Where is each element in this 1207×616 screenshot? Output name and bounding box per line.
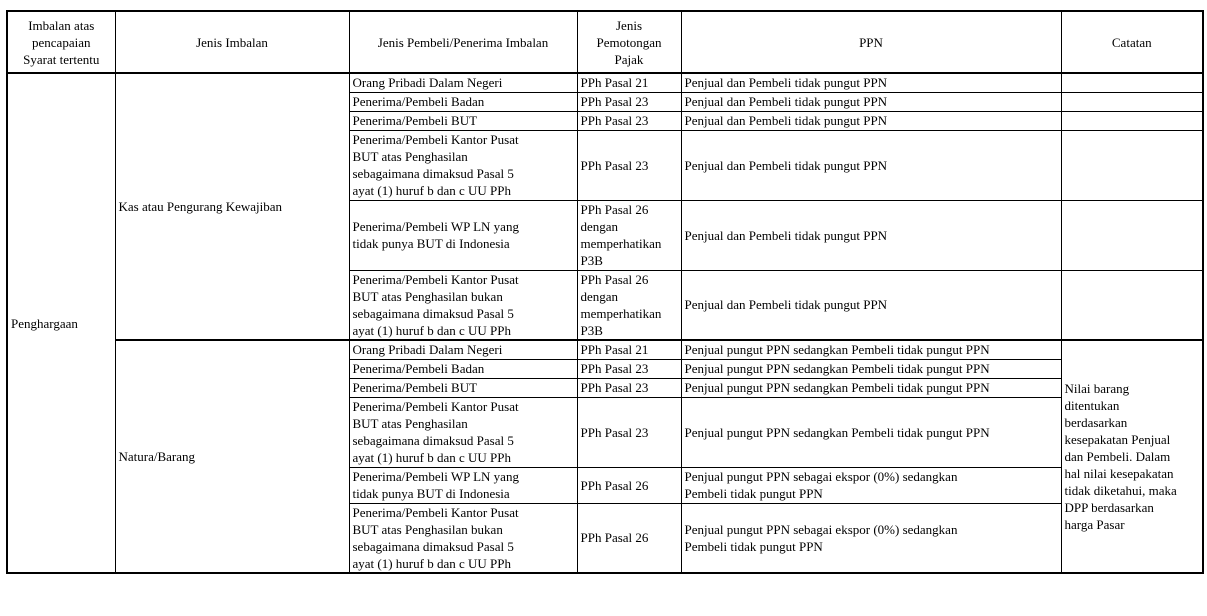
ppn-cell (681, 130, 1061, 200)
buyer-line: Penerima/Pembeli Kantor Pusat (352, 399, 519, 414)
header-line: Pajak (614, 51, 644, 67)
reward-condition-cell: Penghargaan (7, 73, 115, 573)
ppn-line: Penjual pungut PPN sedangkan Pembeli tidak pungut PPN (684, 380, 990, 395)
ppn-line: Penjual dan Pembeli tidak pungut PPN (684, 75, 888, 91)
ppn-cell (681, 378, 1061, 397)
notes-cell (1061, 130, 1203, 200)
tax-table (6, 10, 1204, 574)
header-reward-condition (7, 11, 115, 73)
tax-line: PPh Pasal 23 (580, 94, 649, 109)
header-line: pencapaian (32, 34, 91, 50)
tax-type-cell (577, 111, 681, 130)
tax-line: P3B (580, 322, 603, 338)
tax-line: memperhatikan (580, 236, 662, 251)
ppn-cell (681, 200, 1061, 270)
tax-line: PPh Pasal 26 (580, 477, 649, 493)
tax-type-cell (577, 92, 681, 111)
notes-cell (1061, 111, 1203, 130)
tax-line: PPh Pasal 26 (580, 271, 649, 287)
tax-line: PPh Pasal 23 (580, 380, 649, 395)
tax-type-cell (577, 340, 681, 359)
buyer-line: ayat (1) huruf b dan c UU PPh (352, 322, 511, 338)
buyer-type-cell (349, 503, 577, 573)
header-buyer-type: Jenis Pembeli/Penerima Imbalan (349, 11, 577, 73)
buyer-line: BUT atas Penghasilan bukan (352, 521, 503, 537)
header-line: Imbalan atas (28, 17, 95, 33)
ppn-line: Penjual dan Pembeli tidak pungut PPN (684, 227, 888, 243)
reward-type-cell: Kas atau Pengurang Kewajiban (115, 73, 349, 340)
header-tax-withholding (577, 11, 681, 73)
note-line: Nilai barang (1064, 381, 1130, 396)
buyer-line: Penerima/Pembeli Kantor Pusat (352, 271, 519, 287)
note-line: harga Pasar (1064, 517, 1125, 532)
ppn-line: Penjual pungut PPN sedangkan Pembeli tidak pungut PPN (684, 424, 990, 440)
buyer-line: Penerima/Pembeli Badan (352, 94, 485, 109)
tax-line: PPh Pasal 26 (580, 530, 649, 546)
buyer-line: Penerima/Pembeli BUT (352, 380, 478, 395)
notes-cell (1061, 73, 1203, 92)
buyer-line: Penerima/Pembeli Badan (352, 361, 485, 376)
buyer-line: sebagaimana dimaksud Pasal 5 (352, 433, 514, 448)
ppn-cell (681, 397, 1061, 467)
ppn-cell (681, 92, 1061, 111)
buyer-line: BUT atas Penghasilan (352, 149, 468, 164)
ppn-line: Penjual pungut PPN sebagai ekspor (0%) sedangkan (684, 469, 958, 484)
tax-type-cell (577, 397, 681, 467)
buyer-type-cell (349, 200, 577, 270)
buyer-line: BUT atas Penghasilan bukan (352, 288, 503, 304)
buyer-type-cell (349, 359, 577, 378)
buyer-type-cell (349, 378, 577, 397)
tax-line: PPh Pasal 23 (580, 157, 649, 173)
buyer-line: Orang Pribadi Dalam Negeri (352, 75, 503, 91)
buyer-line: sebagaimana dimaksud Pasal 5 (352, 166, 514, 181)
buyer-type-cell (349, 270, 577, 340)
tax-line: PPh Pasal 21 (580, 75, 649, 91)
ppn-line: Pembeli tidak pungut PPN (684, 486, 823, 501)
tax-line: PPh Pasal 21 (580, 342, 649, 358)
note-line: hal nilai kesepakatan (1064, 466, 1174, 481)
tax-line: dengan (580, 288, 619, 304)
tax-line: PPh Pasal 26 (580, 202, 649, 217)
ppn-line: Penjual dan Pembeli tidak pungut PPN (684, 113, 888, 128)
buyer-type-cell (349, 111, 577, 130)
buyer-type-cell (349, 340, 577, 359)
buyer-line: Penerima/Pembeli WP LN yang (352, 219, 519, 234)
ppn-line: Penjual pungut PPN sedangkan Pembeli tidak pungut PPN (684, 361, 990, 376)
buyer-line: ayat (1) huruf b dan c UU PPh (352, 450, 511, 465)
header-line: Pemotongan (596, 34, 662, 50)
tax-line: PPh Pasal 23 (580, 361, 649, 376)
note-line: DPP berdasarkan (1064, 500, 1154, 515)
tax-line: PPh Pasal 23 (580, 113, 649, 128)
ppn-line: Penjual dan Pembeli tidak pungut PPN (684, 157, 888, 173)
buyer-line: ayat (1) huruf b dan c UU PPh (352, 183, 511, 198)
tax-line: P3B (580, 253, 603, 268)
note-line: berdasarkan (1064, 415, 1128, 430)
tax-type-cell (577, 467, 681, 503)
buyer-type-cell (349, 467, 577, 503)
note-line: kesepakatan Penjual (1064, 432, 1171, 447)
tax-type-cell (577, 73, 681, 92)
ppn-line: Penjual pungut PPN sedangkan Pembeli tidak pungut PPN (684, 342, 990, 358)
tax-type-cell (577, 130, 681, 200)
tax-type-cell (577, 270, 681, 340)
ppn-cell (681, 270, 1061, 340)
buyer-line: tidak punya BUT di Indonesia (352, 486, 510, 501)
tax-type-cell (577, 359, 681, 378)
buyer-type-cell (349, 130, 577, 200)
tax-line: dengan (580, 219, 619, 234)
tax-type-cell (577, 378, 681, 397)
buyer-line: Penerima/Pembeli Kantor Pusat (352, 132, 519, 147)
ppn-cell (681, 111, 1061, 130)
ppn-cell (681, 503, 1061, 573)
buyer-line: Penerima/Pembeli WP LN yang (352, 469, 519, 484)
ppn-cell (681, 467, 1061, 503)
buyer-type-cell (349, 397, 577, 467)
buyer-line: Orang Pribadi Dalam Negeri (352, 342, 503, 358)
notes-cell (1061, 200, 1203, 270)
note-line: dan Pembeli. Dalam (1064, 449, 1171, 464)
buyer-line: Penerima/Pembeli BUT (352, 113, 478, 128)
tax-line: PPh Pasal 23 (580, 424, 649, 440)
ppn-cell (681, 73, 1061, 92)
buyer-type-cell (349, 92, 577, 111)
header-reward-type: Jenis Imbalan (115, 11, 349, 73)
buyer-line: BUT atas Penghasilan (352, 416, 468, 431)
tax-line: memperhatikan (580, 305, 662, 321)
note-line: ditentukan (1064, 398, 1120, 413)
tax-type-cell (577, 503, 681, 573)
notes-cell (1061, 340, 1203, 573)
buyer-line: tidak punya BUT di Indonesia (352, 236, 510, 251)
tax-type-cell (577, 200, 681, 270)
ppn-cell (681, 359, 1061, 378)
ppn-line: Pembeli tidak pungut PPN (684, 538, 823, 554)
ppn-cell (681, 340, 1061, 359)
header-line: Syarat tertentu (23, 51, 100, 67)
buyer-line: sebagaimana dimaksud Pasal 5 (352, 305, 514, 321)
buyer-line: sebagaimana dimaksud Pasal 5 (352, 538, 514, 554)
reward-type-cell: Natura/Barang (115, 340, 349, 573)
ppn-line: Penjual pungut PPN sebagai ekspor (0%) sedangkan (684, 521, 958, 537)
header-line: Jenis (616, 17, 642, 33)
ppn-line: Penjual dan Pembeli tidak pungut PPN (684, 94, 888, 109)
notes-cell (1061, 92, 1203, 111)
buyer-line: ayat (1) huruf b dan c UU PPh (352, 555, 511, 571)
notes-cell (1061, 270, 1203, 340)
ppn-line: Penjual dan Pembeli tidak pungut PPN (684, 297, 888, 313)
header-notes: Catatan (1061, 11, 1203, 73)
header-row (7, 11, 1203, 73)
table-row (7, 73, 1203, 92)
note-line: tidak diketahui, maka (1064, 483, 1177, 498)
buyer-line: Penerima/Pembeli Kantor Pusat (352, 504, 519, 520)
table-row (7, 340, 1203, 359)
buyer-type-cell (349, 73, 577, 92)
header-ppn: PPN (681, 11, 1061, 73)
